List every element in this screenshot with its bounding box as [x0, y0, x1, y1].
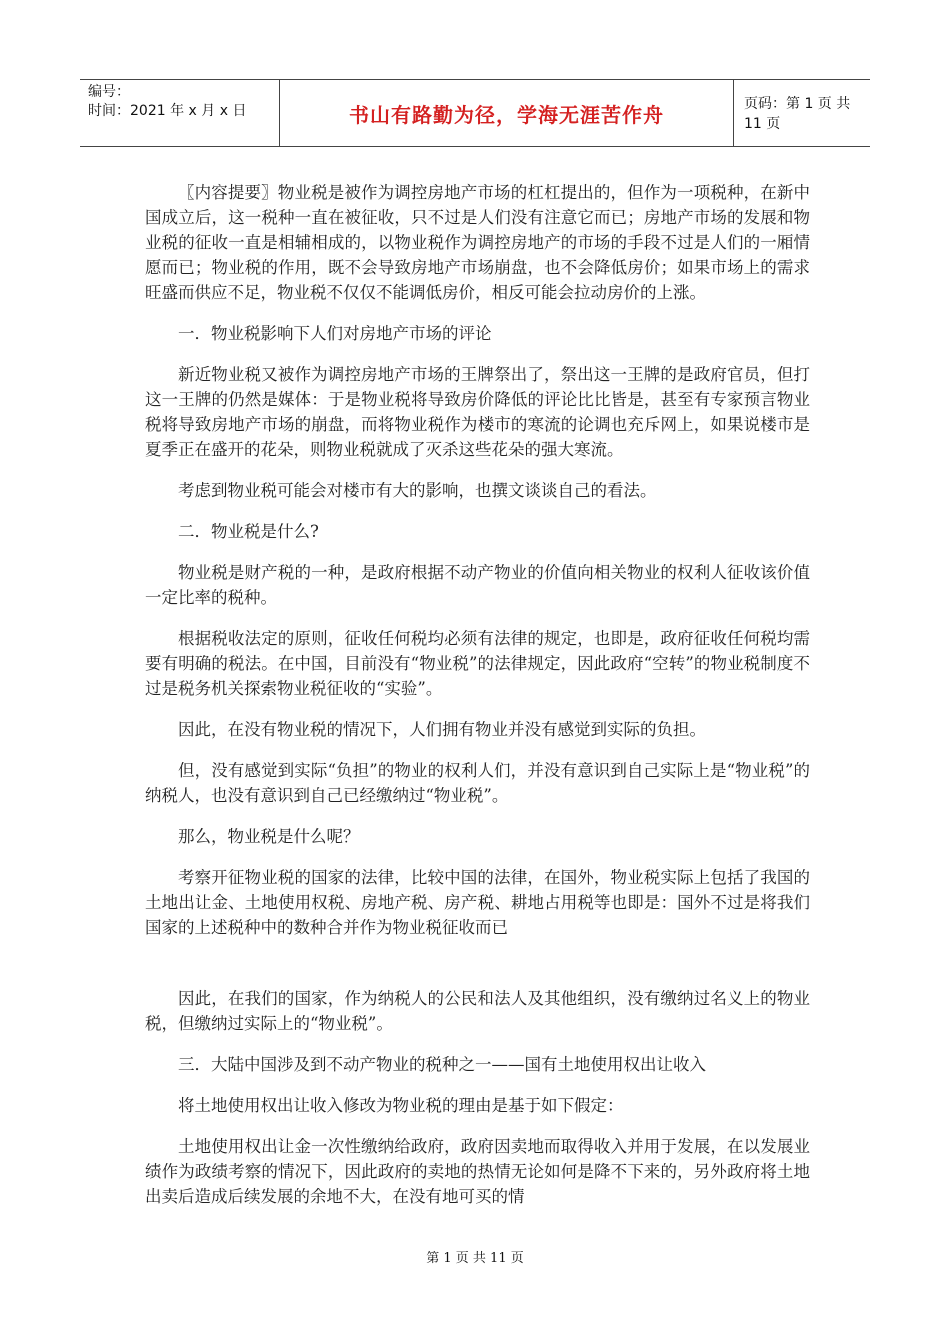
abstract-paragraph: 〖内容提要〗物业税是被作为调控房地产市场的杠杠提出的，但作为一项税种，在新中国成立后，这一税种一直在被征收，只不过是人们没有注意它而已；房地产市场的发展和物业税的征收一直是相辅相成的，以物业税作为调控房地产的市场的手段不过是人们的一厢情愿而已；物业税的作用，既不会导致房地产市场崩盘，也不会降低房价；如果市场上的需求旺盛而供应不足，物业税不仅仅不能调低房价，相反可能会拉动房价的上涨。 [145, 183, 810, 302]
body-paragraph: 考虑到物业税可能会对楼市有大的影响，也撰文谈谈自己的看法。 [178, 481, 657, 500]
section-heading-3: 三．大陆中国涉及到不动产物业的税种之一——国有土地使用权出让收入 [178, 1055, 706, 1074]
header-meta-cell [80, 80, 280, 146]
document-header [80, 79, 870, 147]
footer-page-number: 第 1 页 共 11 页 [426, 1251, 524, 1266]
body-paragraph: 物业税是财产税的一种，是政府根据不动产物业的价值向相关物业的权利人征收该价值一定比率的税种。 [145, 563, 810, 607]
page-footer [0, 1247, 950, 1266]
body-paragraph: 因此，在没有物业税的情况下，人们拥有物业并没有感觉到实际的负担。 [178, 720, 706, 739]
section-heading-2: 二．物业税是什么? [178, 522, 319, 541]
serial-label: 编号： [88, 84, 130, 100]
header-page-cell [734, 80, 870, 146]
page-info: 页码：第 1 页 共 11 页 [744, 96, 851, 132]
document-body [145, 180, 810, 1209]
body-paragraph: 因此，在我们的国家，作为纳税人的公民和法人及其他组织，没有缴纳过名义上的物业税，但缴纳过实际上的“物业税”。 [145, 989, 810, 1033]
body-paragraph: 考察开征物业税的国家的法律，比较中国的法律，在国外，物业税实际上包括了我国的土地出让金、土地使用权税、房地产税、房产税、耕地占用税等也即是：国外不过是将我们国家的上述税种中的数种合并作为物业税征收而已 [145, 868, 810, 937]
header-motto-cell [280, 80, 734, 146]
body-paragraph: 那么，物业税是什么呢？ [178, 827, 360, 846]
body-paragraph: 但，没有感觉到实际“负担”的物业的权利人们，并没有意识到自己实际上是“物业税”的纳税人，也没有意识到自己已经缴纳过“物业税”。 [145, 761, 810, 805]
time-label: 时间：2021 年 x 月 x 日 [88, 103, 247, 119]
body-paragraph: 根据税收法定的原则，征收任何税均必须有法律的规定，也即是，政府征收任何税均需要有明确的税法。在中国，目前没有“物业税”的法律规定，因此政府“空转”的物业税制度不过是税务机关探索物业税征收的“实验”。 [145, 629, 810, 698]
body-paragraph: 将土地使用权出让收入修改为物业税的理由是基于如下假定： [178, 1096, 624, 1115]
body-paragraph: 土地使用权出让金一次性缴纳给政府，政府因卖地而取得收入并用于发展，在以发展业绩作为政绩考察的情况下，因此政府的卖地的热情无论如何是降不下来的，另外政府将土地出卖后造成后续发展的余地不大，在没有地可买的情 [145, 1137, 810, 1206]
body-paragraph: 新近物业税又被作为调控房地产市场的王牌祭出了，祭出这一王牌的是政府官员，但打这一王牌的仍然是媒体：于是物业税将导致房价降低的评论比比皆是，甚至有专家预言物业税将导致房地产市场的崩盘，而将物业税作为楼市的寒流的论调也充斥网上，如果说楼市是夏季正在盛开的花朵，则物业税就成了灭杀这些花朵的强大寒流。 [145, 365, 810, 459]
motto-text: 书山有路勤为径，学海无涯苦作舟 [349, 102, 664, 127]
section-heading-1: 一．物业税影响下人们对房地产市场的评论 [178, 324, 492, 343]
